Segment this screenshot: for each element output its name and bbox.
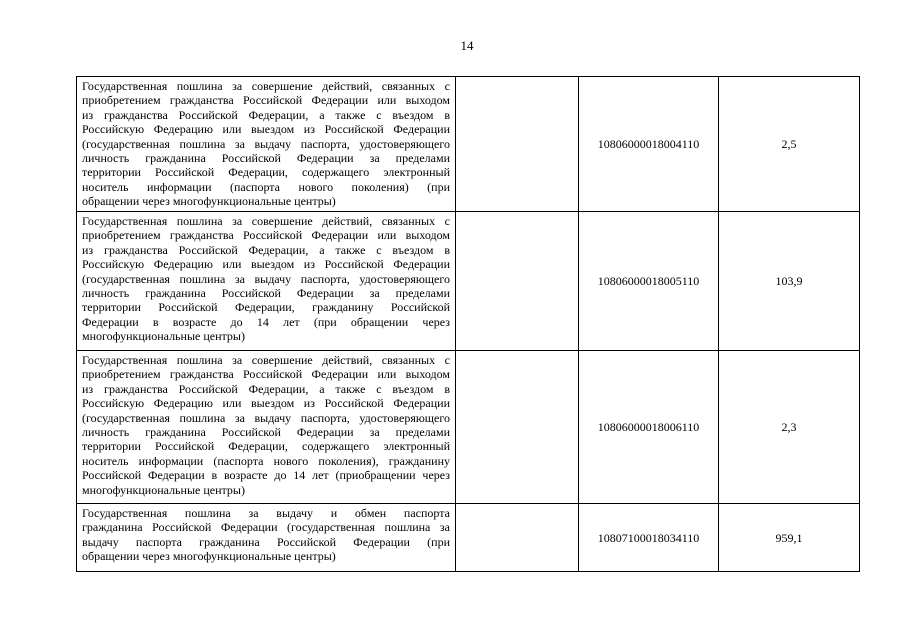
budget-code-cell: 10806000018005110 (579, 212, 719, 351)
description-line: (государственная пошлина за выдачу паспорта, удостоверяющего (82, 136, 450, 151)
description-line: территории Российской Федерации, содержащего электронный (82, 439, 450, 454)
description-cell (77, 77, 456, 212)
description-line: обращении через многофункциональные центры) (82, 194, 336, 209)
empty-cell (456, 504, 579, 572)
description-cell (77, 351, 456, 504)
description-line: Российской Федерации в возрасте до 14 лет (приобращении через (82, 468, 450, 483)
budget-code-cell: 10807100018034110 (579, 504, 719, 572)
description-line: территории Российской Федерации, содержащего электронный (82, 165, 450, 180)
description-line: Государственная пошлина за выдачу и обмен паспорта (82, 506, 450, 520)
description-line: приобретением гражданства Российской Федерации или выходом (82, 367, 450, 382)
description-line: из гражданства Российской Федерации, а также с въездом в (82, 381, 450, 396)
description-line: личность гражданина Российской Федерации за пределами (82, 425, 450, 440)
description-line: носитель информации (паспорта нового поколения), гражданину (82, 453, 450, 468)
description-line: приобретением гражданства Российской Федерации или выходом (82, 228, 450, 243)
description-line: Государственная пошлина за совершение действий, связанных с (82, 79, 450, 93)
description-line: Федерации в возрасте до 14 лет (при обращении через (82, 314, 450, 329)
amount-cell: 103,9 (719, 212, 860, 351)
amount-cell: 2,3 (719, 351, 860, 504)
description-line: личность гражданина Российской Федерации за пределами (82, 286, 450, 301)
description-line: многофункциональные центры) (82, 329, 245, 344)
description-line: Российскую Федерацию или выездом из Российской Федерации (82, 396, 450, 411)
description-line: Российскую Федерацию или выездом из Российской Федерации (82, 122, 450, 137)
description-cell (77, 504, 456, 572)
page-number: 14 (460, 38, 474, 53)
description-cell (77, 212, 456, 351)
description-line: гражданина Российской Федерации (государственная пошлина за (82, 520, 450, 535)
amount-cell: 959,1 (719, 504, 860, 572)
table-row (77, 212, 860, 351)
description-line: многофункциональные центры) (82, 482, 245, 497)
table-row (77, 77, 860, 212)
description-line: Российскую Федерацию или выездом из Российской Федерации (82, 257, 450, 272)
description-line: Государственная пошлина за совершение действий, связанных с (82, 353, 450, 367)
budget-code-cell: 10806000018004110 (579, 77, 719, 212)
empty-cell (456, 351, 579, 504)
empty-cell (456, 77, 579, 212)
description-line: из гражданства Российской Федерации, а также с въездом в (82, 107, 450, 122)
table-row (77, 504, 860, 572)
empty-cell (456, 212, 579, 351)
description-line: Государственная пошлина за совершение действий, связанных с (82, 214, 450, 228)
description-line: (государственная пошлина за выдачу паспорта, удостоверяющего (82, 271, 450, 286)
description-line: личность гражданина Российской Федерации за пределами (82, 151, 450, 166)
budget-code-cell: 10806000018006110 (579, 351, 719, 504)
description-line: (государственная пошлина за выдачу паспорта, удостоверяющего (82, 410, 450, 425)
revenue-table (76, 76, 860, 572)
description-line: приобретением гражданства Российской Федерации или выходом (82, 93, 450, 108)
amount-cell: 2,5 (719, 77, 860, 212)
description-line: выдачу паспорта гражданина Российской Федерации (при (82, 534, 450, 549)
description-line: обращении через многофункциональные центры) (82, 549, 336, 564)
description-line: из гражданства Российской Федерации, а также с въездом в (82, 242, 450, 257)
table-row (77, 351, 860, 504)
description-line: территории Российской Федерации, гражданину Российской (82, 300, 450, 315)
description-line: носитель информации (паспорта нового поколения) (при (82, 179, 450, 194)
